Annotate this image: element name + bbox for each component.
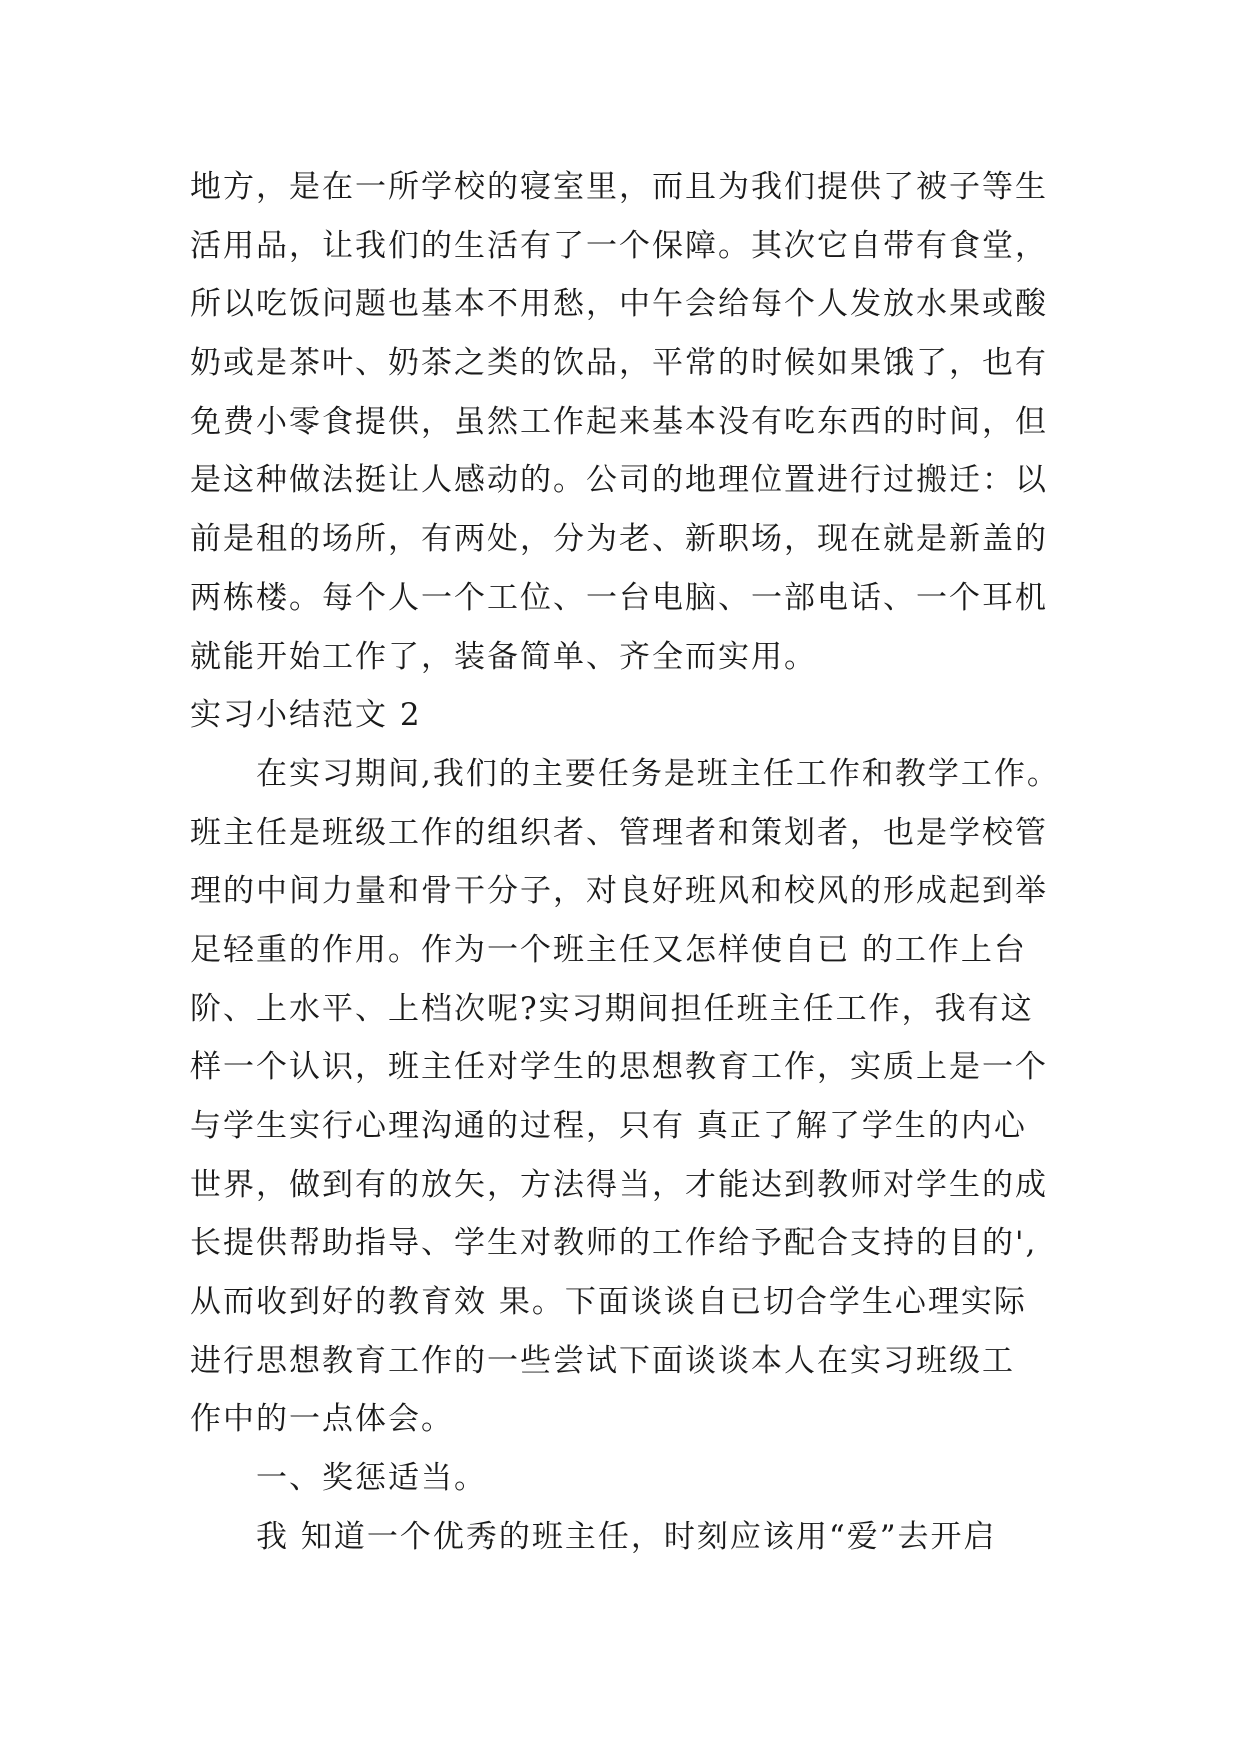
paragraph-first-line: 我 知道一个优秀的班主任，时刻应该用“爱”去开启 (256, 1518, 997, 1555)
text-line: 阶、上水平、上档次呢?实习期间担任班主任工作，我有这 (190, 990, 1034, 1027)
text-line: 长提供帮助指导、学生对教师的工作给予配合支持的目的', (190, 1225, 1038, 1262)
text-line: 所以吃饭问题也基本不用愁，中午会给每个人发放水果或酸 (190, 286, 1048, 323)
text-line: 进行思想教育工作的一些尝试下面谈谈本人在实习班级工 (190, 1342, 1015, 1379)
text-line: 世界，做到有的放矢，方法得当，才能达到教师对学生的成 (190, 1166, 1048, 1203)
text-line: 免费小零食提供，虽然工作起来基本没有吃东西的时间，但 (190, 403, 1048, 440)
text-line: 班主任是班级工作的组织者、管理者和策划者，也是学校管 (190, 814, 1048, 851)
document-body (190, 158, 1070, 1567)
text-line: 两栋楼。每个人一个工位、一台电脑、一部电话、一个耳机 (190, 579, 1048, 616)
text-line: 地方，是在一所学校的寝室里，而且为我们提供了被子等生 (190, 169, 1048, 205)
paragraph-first-line: 在实习期间,我们的主要任务是班主任工作和教学工作。 (256, 755, 1060, 792)
text-line: 从而收到好的教育效 果。下面谈谈自已切合学生心理实际 (190, 1284, 1027, 1321)
text-line: 是这种做法挺让人感动的。公司的地理位置进行过搬迁：以 (190, 462, 1048, 499)
text-line: 活用品，让我们的生活有了一个保障。其次它自带有食堂， (190, 227, 1048, 264)
text-line: 前是租的场所，有两处，分为老、新职场，现在就是新盖的 (190, 521, 1048, 558)
text-line: 作中的一点体会。 (190, 1401, 454, 1438)
text-line: 就能开始工作了，装备简单、齐全而实用。 (190, 638, 817, 675)
text-line: 样一个认识，班主任对学生的思想教育工作，实质上是一个 (190, 1049, 1048, 1086)
text-line: 足轻重的作用。作为一个班主任又怎样使自已 的工作上台 (190, 931, 1027, 968)
subheading: 一、奖惩适当。 (256, 1460, 487, 1497)
text-line: 与学生实行心理沟通的过程，只有 真正了解了学生的内心 (190, 1108, 1027, 1144)
text-line: 理的中间力量和骨干分子，对良好班风和校风的形成起到举 (190, 873, 1048, 910)
section-title: 实习小结范文 2 (190, 697, 422, 734)
text-line: 奶或是茶叶、奶茶之类的饮品，平常的时候如果饿了，也有 (190, 345, 1048, 382)
